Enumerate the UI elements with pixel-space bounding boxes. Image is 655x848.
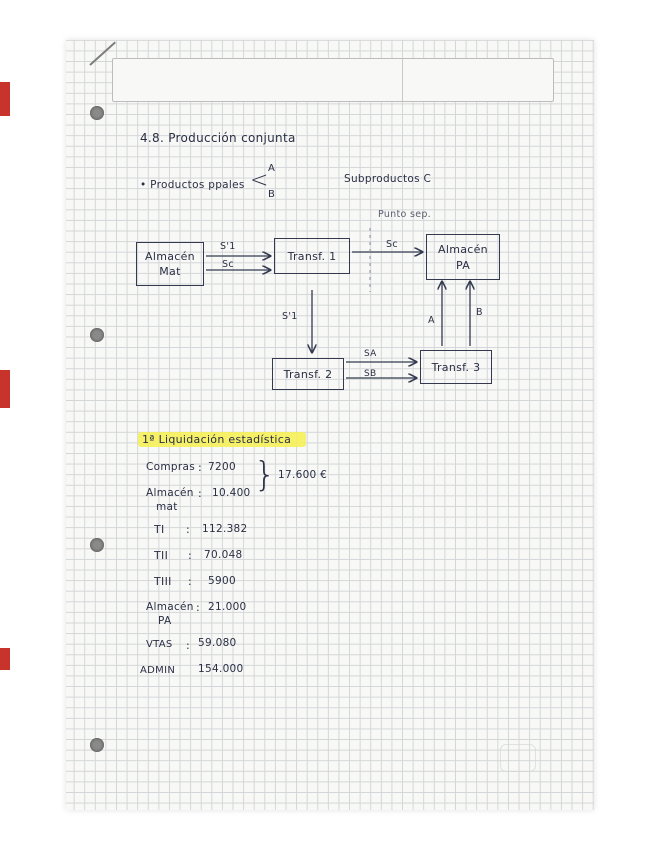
almacen-mat-colon: : xyxy=(198,487,203,500)
section-heading: 1ª Liquidación estadística xyxy=(142,433,292,446)
ti-colon: : xyxy=(186,523,191,536)
red-edge-top xyxy=(0,82,10,116)
ledger-brace: } xyxy=(254,455,276,495)
almacen-mat-value: 10.400 xyxy=(212,487,251,499)
header-box xyxy=(112,58,554,102)
compras-label: Compras xyxy=(146,461,195,473)
punch-hole-3 xyxy=(90,538,104,552)
brace-small: < xyxy=(250,168,269,193)
almacen-mat-line2: Mat xyxy=(159,265,181,278)
transf3-label: Transf. 3 xyxy=(431,360,481,374)
tii-colon: : xyxy=(188,549,193,562)
admin-label: ADMIN xyxy=(140,665,176,676)
red-edge-bottom xyxy=(0,648,10,670)
flow-b-label: B xyxy=(476,307,483,318)
vtas-value: 59.080 xyxy=(198,637,237,649)
flow-sb-label: SB xyxy=(364,369,377,379)
punch-hole-4 xyxy=(90,738,104,752)
transf2-box xyxy=(272,358,344,390)
ti-label: TI xyxy=(154,523,165,536)
graph-paper-sheet xyxy=(66,40,594,810)
transf2-label: Transf. 2 xyxy=(283,367,333,381)
principal-b: B xyxy=(268,189,276,200)
principales-label: • Productos ppales xyxy=(140,179,245,191)
almacen-pa-line1: Almacén xyxy=(438,242,488,256)
transf1-box xyxy=(274,238,350,274)
transf1-label: Transf. 1 xyxy=(287,249,337,263)
almacen-pa-box xyxy=(426,234,500,280)
red-edge-middle xyxy=(0,370,10,408)
brace-total: 17.600 € xyxy=(278,469,328,481)
almacen-pa-value: 21.000 xyxy=(208,601,247,613)
tiii-label: TIII xyxy=(154,575,172,588)
punto-sep-label: Punto sep. xyxy=(378,209,432,220)
flow-a-label: A xyxy=(428,315,435,326)
flow-s1-down-label: S'1 xyxy=(282,311,298,322)
almacen-pa-line2: PA xyxy=(455,258,471,272)
punch-hole-1 xyxy=(90,106,104,120)
tii-label: TII xyxy=(154,549,169,562)
header-divider xyxy=(402,58,403,101)
tiii-colon: : xyxy=(188,575,193,588)
compras-value: 7200 xyxy=(208,461,236,473)
almacen-pa-ledger-label1: Almacén xyxy=(146,601,194,613)
page-title: 4.8. Producción conjunta xyxy=(140,131,296,145)
flow-sc-mid-label: Sc xyxy=(222,259,234,270)
faint-stamp-mark xyxy=(500,744,536,772)
admin-value: 154.000 xyxy=(198,663,244,675)
ti-value: 112.382 xyxy=(202,523,248,535)
almacen-mat-ledger-label1: Almacén xyxy=(146,487,194,499)
punch-hole-2 xyxy=(90,328,104,342)
almacen-mat-ledger-label2: mat xyxy=(156,501,178,513)
almacen-pa-colon: : xyxy=(196,601,201,614)
flow-sc-right-label: Sc xyxy=(386,239,398,250)
flow-s1-top-label: S'1 xyxy=(220,241,236,252)
flow-sa-label: SA xyxy=(364,349,377,359)
almacen-mat-box xyxy=(136,242,204,286)
tiii-value: 5900 xyxy=(208,575,236,587)
vtas-label: VTAS xyxy=(146,639,173,650)
tii-value: 70.048 xyxy=(204,549,243,561)
almacen-pa-ledger-label2: PA xyxy=(158,615,172,627)
almacen-mat-line1: Almacén xyxy=(145,250,195,263)
subproductos-label: Subproductos C xyxy=(344,173,432,185)
transf3-box xyxy=(420,350,492,384)
vtas-colon: : xyxy=(186,639,191,652)
principal-a: A xyxy=(268,163,276,174)
compras-colon: : xyxy=(198,461,203,474)
